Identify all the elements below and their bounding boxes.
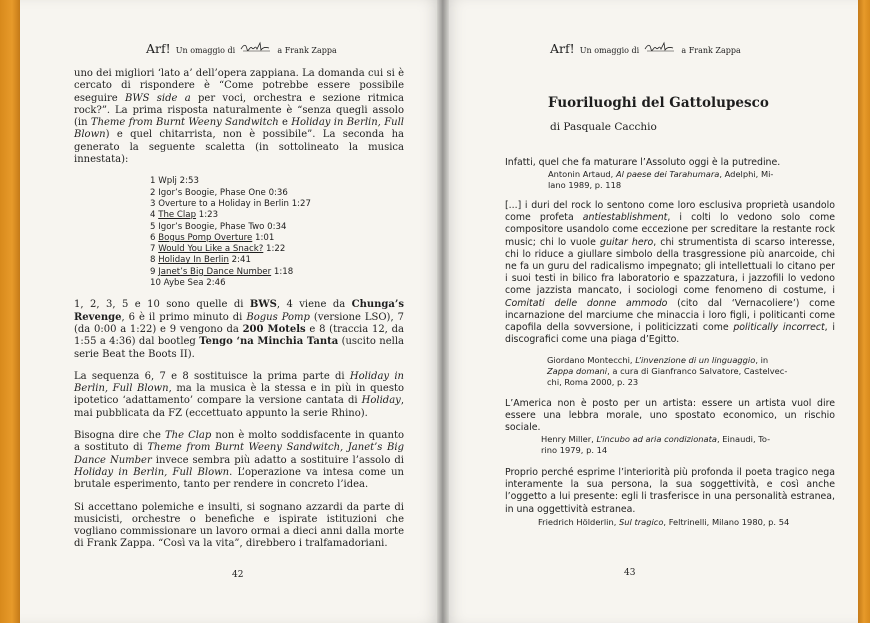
track-item: 8 Holiday In Berlin 2:41 bbox=[150, 255, 251, 266]
right-page bbox=[443, 0, 858, 623]
paragraph: Bisogna dire che The Clap non è molto soddisfacente in quanto a sostituto di Theme from Burnt Weeny Sandwitch, Janet’s Big Dance Number invece sembra più adatto a sostituire l’assolo di Holiday in Berlin, Full Blown. L’operazione va intesa come un brutale esperimento, tanto per rendere in concreto l’idea. bbox=[74, 430, 405, 491]
epigraph-attribution: Henry Miller, L’incubo ad aria condizionata, Einaudi, To- rino 1979, p. 14 bbox=[541, 434, 771, 455]
epigraph-attribution: Friedrich Hölderlin, Sul tragico, Feltrinelli, Milano 1980, p. 54 bbox=[538, 517, 790, 527]
signature-logo bbox=[644, 41, 676, 53]
paragraph: uno dei migliori ‘lato a’ dell’opera zappiana. La domanda cui si è cercato di rispondere è “Come potrebbe essere possibile eseguire BWS side a per voci, orchestra e sezione ritmica rock?”. La prima risposta naturalmente è “senza quegli assolo (in Theme from Burnt Weeny Sandwitch e Holiday in Berlin, Full Blown) e quel chitarrista, non è possibile”. La seconda ha generato la seguente scaletta (in sottolineato la musica innestata): bbox=[74, 68, 404, 166]
track-list bbox=[150, 176, 404, 289]
chapter-title: Fuoriluoghi del Gattolupesco bbox=[548, 95, 769, 111]
track-item: 2 Igor’s Boogie, Phase One 0:36 bbox=[150, 187, 288, 198]
epigraph-attribution: Antonin Artaud, Al paese dei Tarahumara, Adelphi, Mi- lano 1989, p. 118 bbox=[548, 169, 774, 190]
paragraph: 1, 2, 3, 5 e 10 sono quelle di BWS, 4 viene da Chunga’s Revenge, 6 è il primo minuto di Bogus Pomp (versione LSO), 7 (da 0:00 a 1:22) e 9 vengono da 200 Motels e 8 (traccia 12, da 1:55 a 4:36) dal bootleg Tengo ‘na Minchia Tanta (uscito nella serie Beat the Boots II). bbox=[74, 299, 404, 360]
track-item: 3 Overture to a Holiday in Berlin 1:27 bbox=[150, 198, 311, 209]
paragraph: Si accettano polemiche e insulti, si sognano azzardi da parte di musicisti, orchestre o benefiche e ispirate istituzioni che vogliano commissionare un lavoro ormai a dieci anni dalla morte di Frank Zappa. “Così va la vita”, direbbero i tralfamadoriani. bbox=[74, 501, 404, 550]
epigraph-quote: Proprio perché esprime l’interiorità più profonda il poeta tragico nega interamente la sua persona, la sua soggettività, e così anche l’oggetto a lui presente: egli li trasferisce in una personalità estranea, in una oggettività estranea. bbox=[505, 467, 835, 515]
running-head-right: Arf! Un omaggio di a Frank Zappa bbox=[550, 41, 741, 56]
chapter-author: di Pasquale Cacchio bbox=[550, 121, 657, 133]
book-edge-right bbox=[858, 0, 870, 623]
left-page bbox=[20, 0, 443, 623]
page-number: 42 bbox=[232, 570, 244, 580]
epigraph-quote: L’America non è posto per un artista: essere un artista vuol dire essere una lebbra morale, uno spostato economico, un rischio sociale. bbox=[505, 398, 835, 434]
epigraph-quote: [...] i duri del rock lo sentono come loro esclusiva proprietà usandolo come profeta antiestablishment, i colti lo vedono solo come compositore usandolo come eccezione per screditare la restante rock music; chi lo vuole guitar hero, chi strumentista di scarso interesse, chi lo riduce a giullare simbolo della trasgressione più anarcoide, chi ne fa un guru del radicalismo impegnato; gli intellettuali lo citano per i suoi testi in bilico fra laboratorio e spazzatura, i jazzofili lo vedono come jazzista mancato, i sociologi come fenomeno di costume, i Comitati delle donne ammodo (cito dal ‘Vernacoliere’) come incarnazione del marciume che minaccia i loro figli, i politicanti come capofila della sovversione, i politicizzati come politically incorrect, i discografici come una piaga d’Egitto. bbox=[505, 200, 836, 346]
track-item: 5 Igor’s Boogie, Phase Two 0:34 bbox=[150, 221, 287, 232]
book-edge-left bbox=[0, 0, 20, 623]
track-item: 4 The Clap 1:23 bbox=[150, 210, 219, 221]
book-gutter bbox=[437, 0, 449, 623]
track-item: 10 Aybe Sea 2:46 bbox=[150, 278, 226, 289]
track-item: 1 Wplj 2:53 bbox=[150, 176, 199, 187]
page-number: 43 bbox=[624, 568, 636, 578]
track-item: 9 Janet’s Big Dance Number 1:18 bbox=[150, 266, 294, 277]
running-head-left: Arf! Un omaggio di a Frank Zappa bbox=[146, 41, 337, 56]
paragraph: La sequenza 6, 7 e 8 sostituisce la prima parte di Holiday in Berlin, Full Blown, ma la musica è la stessa e in più in questo ipotetico ‘adattamento’ compare la versione cantata di Holiday, mai pubblicata da FZ (eccettuato appunto la serie Rhino). bbox=[74, 370, 405, 419]
left-body-text bbox=[74, 68, 404, 561]
track-item: 6 Bogus Pomp Overture 1:01 bbox=[150, 232, 275, 243]
epigraph-quote: Infatti, quel che fa maturare l’Assoluto oggi è la putredine. bbox=[505, 157, 781, 168]
epigraph-attribution: Giordano Montecchi, L’invenzione di un linguaggio, in Zappa domani, a cura di Gianfranco Salvatore, Castelvec- chi, Roma 2000, p. 23 bbox=[547, 355, 788, 387]
track-item: 7 Would You Like a Snack? 1:22 bbox=[150, 244, 286, 255]
signature-logo bbox=[240, 41, 272, 53]
